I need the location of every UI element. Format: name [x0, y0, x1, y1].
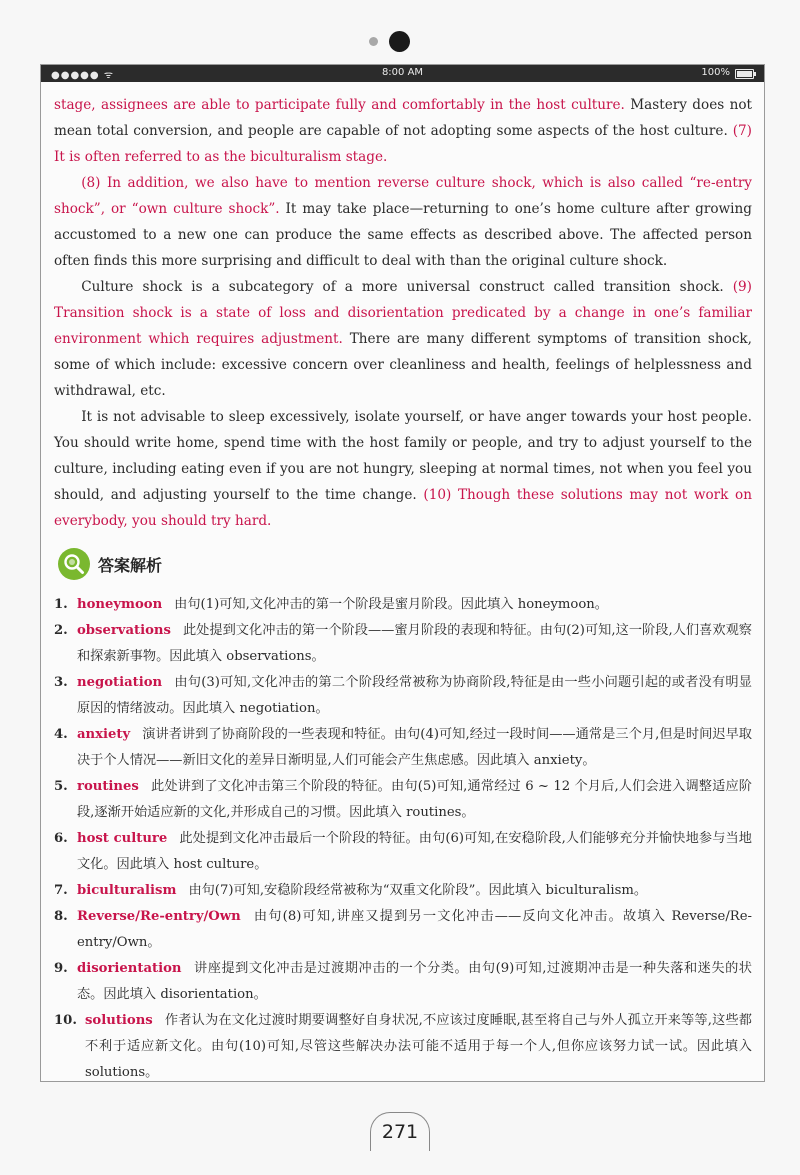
battery-icon: [735, 69, 754, 79]
page-content: [41, 82, 764, 1086]
list-item: 4. anxiety 演讲者讲到了协商阶段的一些表现和特征。由句(4)可知,经过一段时间——通常是三个月,但是时间迟早取决于个人情况——新旧文化的差异日渐明显,人们可能会产生焦虑感。因此填入 anxiety。: [54, 727, 752, 768]
wifi-icon: ᯤ: [103, 70, 114, 81]
passage-paragraph-3: [54, 274, 752, 404]
highlight-sentence-10: (10) Though these solutions may not work on everybody, you should try hard.: [54, 487, 752, 529]
list-item: 10. solutions 作者认为在文化过渡时期要调整好自身状况,不应该过度睡眠,甚至将自己与外人孤立开来等等,这些都不利于适应新文化。由句(10)可知,尽管这些解决办法可能不适用于每一个人,但你应该努力试一试。因此填入 solutions。: [54, 1013, 752, 1080]
list-item: 8. Reverse/Re-entry/Own 由句(8)可知,讲座又提到另一文化冲击——反向文化冲击。故填入 Reverse/Re-entry/Own。: [54, 909, 752, 950]
page-footer: [0, 1112, 800, 1151]
answer-key: routines: [77, 779, 139, 794]
answer-section-header: [58, 548, 752, 580]
answer-explanation: 由句(7)可知,安稳阶段经常被称为“双重文化阶段”。因此填入 biculturalism。: [188, 883, 648, 898]
answer-key: Reverse/Re-entry/Own: [77, 909, 241, 924]
tablet-screen: [40, 64, 765, 1082]
list-item: 2. observations 此处提到文化冲击的第一个阶段——蜜月阶段的表现和特征。由句(2)可知,这一阶段,人们喜欢观察和探索新事物。因此填入 observations。: [54, 623, 752, 664]
answer-key: observations: [77, 623, 171, 638]
answer-key: solutions: [85, 1013, 153, 1028]
list-item: 1. honeymoon 由句(1)可知,文化冲击的第一个阶段是蜜月阶段。因此填入 honeymoon。: [54, 597, 608, 612]
answer-key: disorientation: [77, 961, 182, 976]
signal-icon: ●●●●●: [51, 70, 104, 81]
list-item: 3. negotiation 由句(3)可知,文化冲击的第二个阶段经常被称为协商阶段,特征是由一些小问题引起的或者没有明显原因的情绪波动。因此填入 negotiation。: [54, 675, 752, 716]
answer-explanation: 由句(1)可知,文化冲击的第一个阶段是蜜月阶段。因此填入 honeymoon。: [174, 597, 608, 612]
highlight-sentence: stage, assignees are able to participate fully and comfortably in the host culture.: [54, 97, 625, 113]
answer-explanation: 作者认为在文化过渡时期要调整好自身状况,不应该过度睡眠,甚至将自己与外人孤立开来等等,这些都不利于适应新文化。由句(10)可知,尽管这些解决办法可能不适用于每一个人,但你应该努力试一试。因此填入 solutions。: [85, 1013, 752, 1080]
body-text: There are many different symptoms of transition shock, some of which include: excessive concern over cleanliness and health, feelings of helplessness and withdrawal, etc.: [54, 331, 752, 399]
page-number: 271: [370, 1112, 430, 1151]
camera-dots: [0, 30, 800, 54]
answer-list: [54, 592, 752, 1086]
answer-explanation: 此处讲到了文化冲击第三个阶段的特征。由句(5)可知,通常经过 6 ~ 12 个月后,人们会进入调整适应阶段,逐渐开始适应新的文化,并形成自己的习惯。因此填入 routines。: [77, 779, 752, 820]
status-time: 8:00 AM: [381, 67, 424, 78]
body-text: Culture shock is a subcategory of a more universal construct called transition shock.: [81, 279, 733, 295]
list-item: 9. disorientation 讲座提到文化冲击是过渡期冲击的一个分类。由句(9)可知,过渡期冲击是一种失落和迷失的状态。因此填入 disorientation。: [54, 961, 752, 1002]
list-item: 6. host culture 此处提到文化冲击最后一个阶段的特征。由句(6)可知,在安稳阶段,人们能够充分并愉快地参与当地文化。因此填入 host culture。: [54, 831, 752, 872]
camera-dot: [389, 31, 410, 52]
answer-key: negotiation: [77, 675, 163, 690]
highlight-sentence-8: (8) In addition, we also have to mention reverse culture shock, which is also called “re-entry shock”, or “own culture shock”.: [54, 175, 752, 217]
passage-paragraph-4: [54, 404, 752, 534]
battery-percent: 100%: [701, 67, 730, 78]
magnifier-icon: [58, 548, 90, 580]
answer-explanation: 此处提到文化冲击最后一个阶段的特征。由句(6)可知,在安稳阶段,人们能够充分并愉快地参与当地文化。因此填入 host culture。: [77, 831, 752, 872]
body-text: It is not advisable to sleep excessively, isolate yourself, or have anger towards your host people. You should write home, spend time with the host family or people, and try to adjust yourself to the culture, including eating even if you are not hungry, sleeping at normal times, not when you feel you should, and adjusting yourself to the time change.: [54, 409, 752, 503]
answer-explanation: 演讲者讲到了协商阶段的一些表现和特征。由句(4)可知,经过一段时间——通常是三个月,但是时间迟早取决于个人情况——新旧文化的差异日渐明显,人们可能会产生焦虑感。因此填入 anxiety。: [77, 727, 752, 768]
status-bar: [41, 65, 764, 82]
list-item: 5. routines 此处讲到了文化冲击第三个阶段的特征。由句(5)可知,通常经过 6 ~ 12 个月后,人们会进入调整适应阶段,逐渐开始适应新的文化,并形成自己的习惯。因此填入 routines。: [54, 779, 752, 820]
answer-key: biculturalism: [77, 883, 177, 898]
answer-key: host culture: [77, 831, 168, 846]
list-item: 7. biculturalism 由句(7)可知,安稳阶段经常被称为“双重文化阶段”。因此填入 biculturalism。: [54, 883, 648, 898]
body-text: It may take place—returning to one’s home culture after growing accustomed to a new one can produce the same effects as described above. The affected person often finds this more surprising and difficult to deal with than the original culture shock.: [54, 201, 752, 269]
passage-paragraph-1: [54, 92, 752, 170]
answer-explanation: 由句(3)可知,文化冲击的第二个阶段经常被称为协商阶段,特征是由一些小问题引起的或者没有明显原因的情绪波动。因此填入 negotiation。: [77, 675, 752, 716]
answer-explanation: 讲座提到文化冲击是过渡期冲击的一个分类。由句(9)可知,过渡期冲击是一种失落和迷失的状态。因此填入 disorientation。: [77, 961, 752, 1002]
answer-key: honeymoon: [77, 597, 163, 612]
answer-explanation: 由句(8)可知,讲座又提到另一文化冲击——反向文化冲击。故填入 Reverse/Re-entry/Own。: [77, 909, 752, 950]
answer-key: anxiety: [77, 727, 131, 742]
sensor-dot: [369, 37, 378, 46]
highlight-sentence-9: (9) Transition shock is a state of loss and disorientation predicated by a change in one’s familiar environment which requires adjustment.: [54, 279, 752, 347]
passage-paragraph-2: [54, 170, 752, 274]
body-text: Mastery does not mean total conversion, and people are capable of not adopting some aspects of the host culture.: [54, 97, 752, 139]
answer-explanation: 此处提到文化冲击的第一个阶段——蜜月阶段的表现和特征。由句(2)可知,这一阶段,人们喜欢观察和探索新事物。因此填入 observations。: [77, 623, 752, 664]
answer-section-title: 答案解析: [98, 555, 163, 575]
highlight-sentence-7: (7) It is often referred to as the biculturalism stage.: [54, 123, 752, 165]
